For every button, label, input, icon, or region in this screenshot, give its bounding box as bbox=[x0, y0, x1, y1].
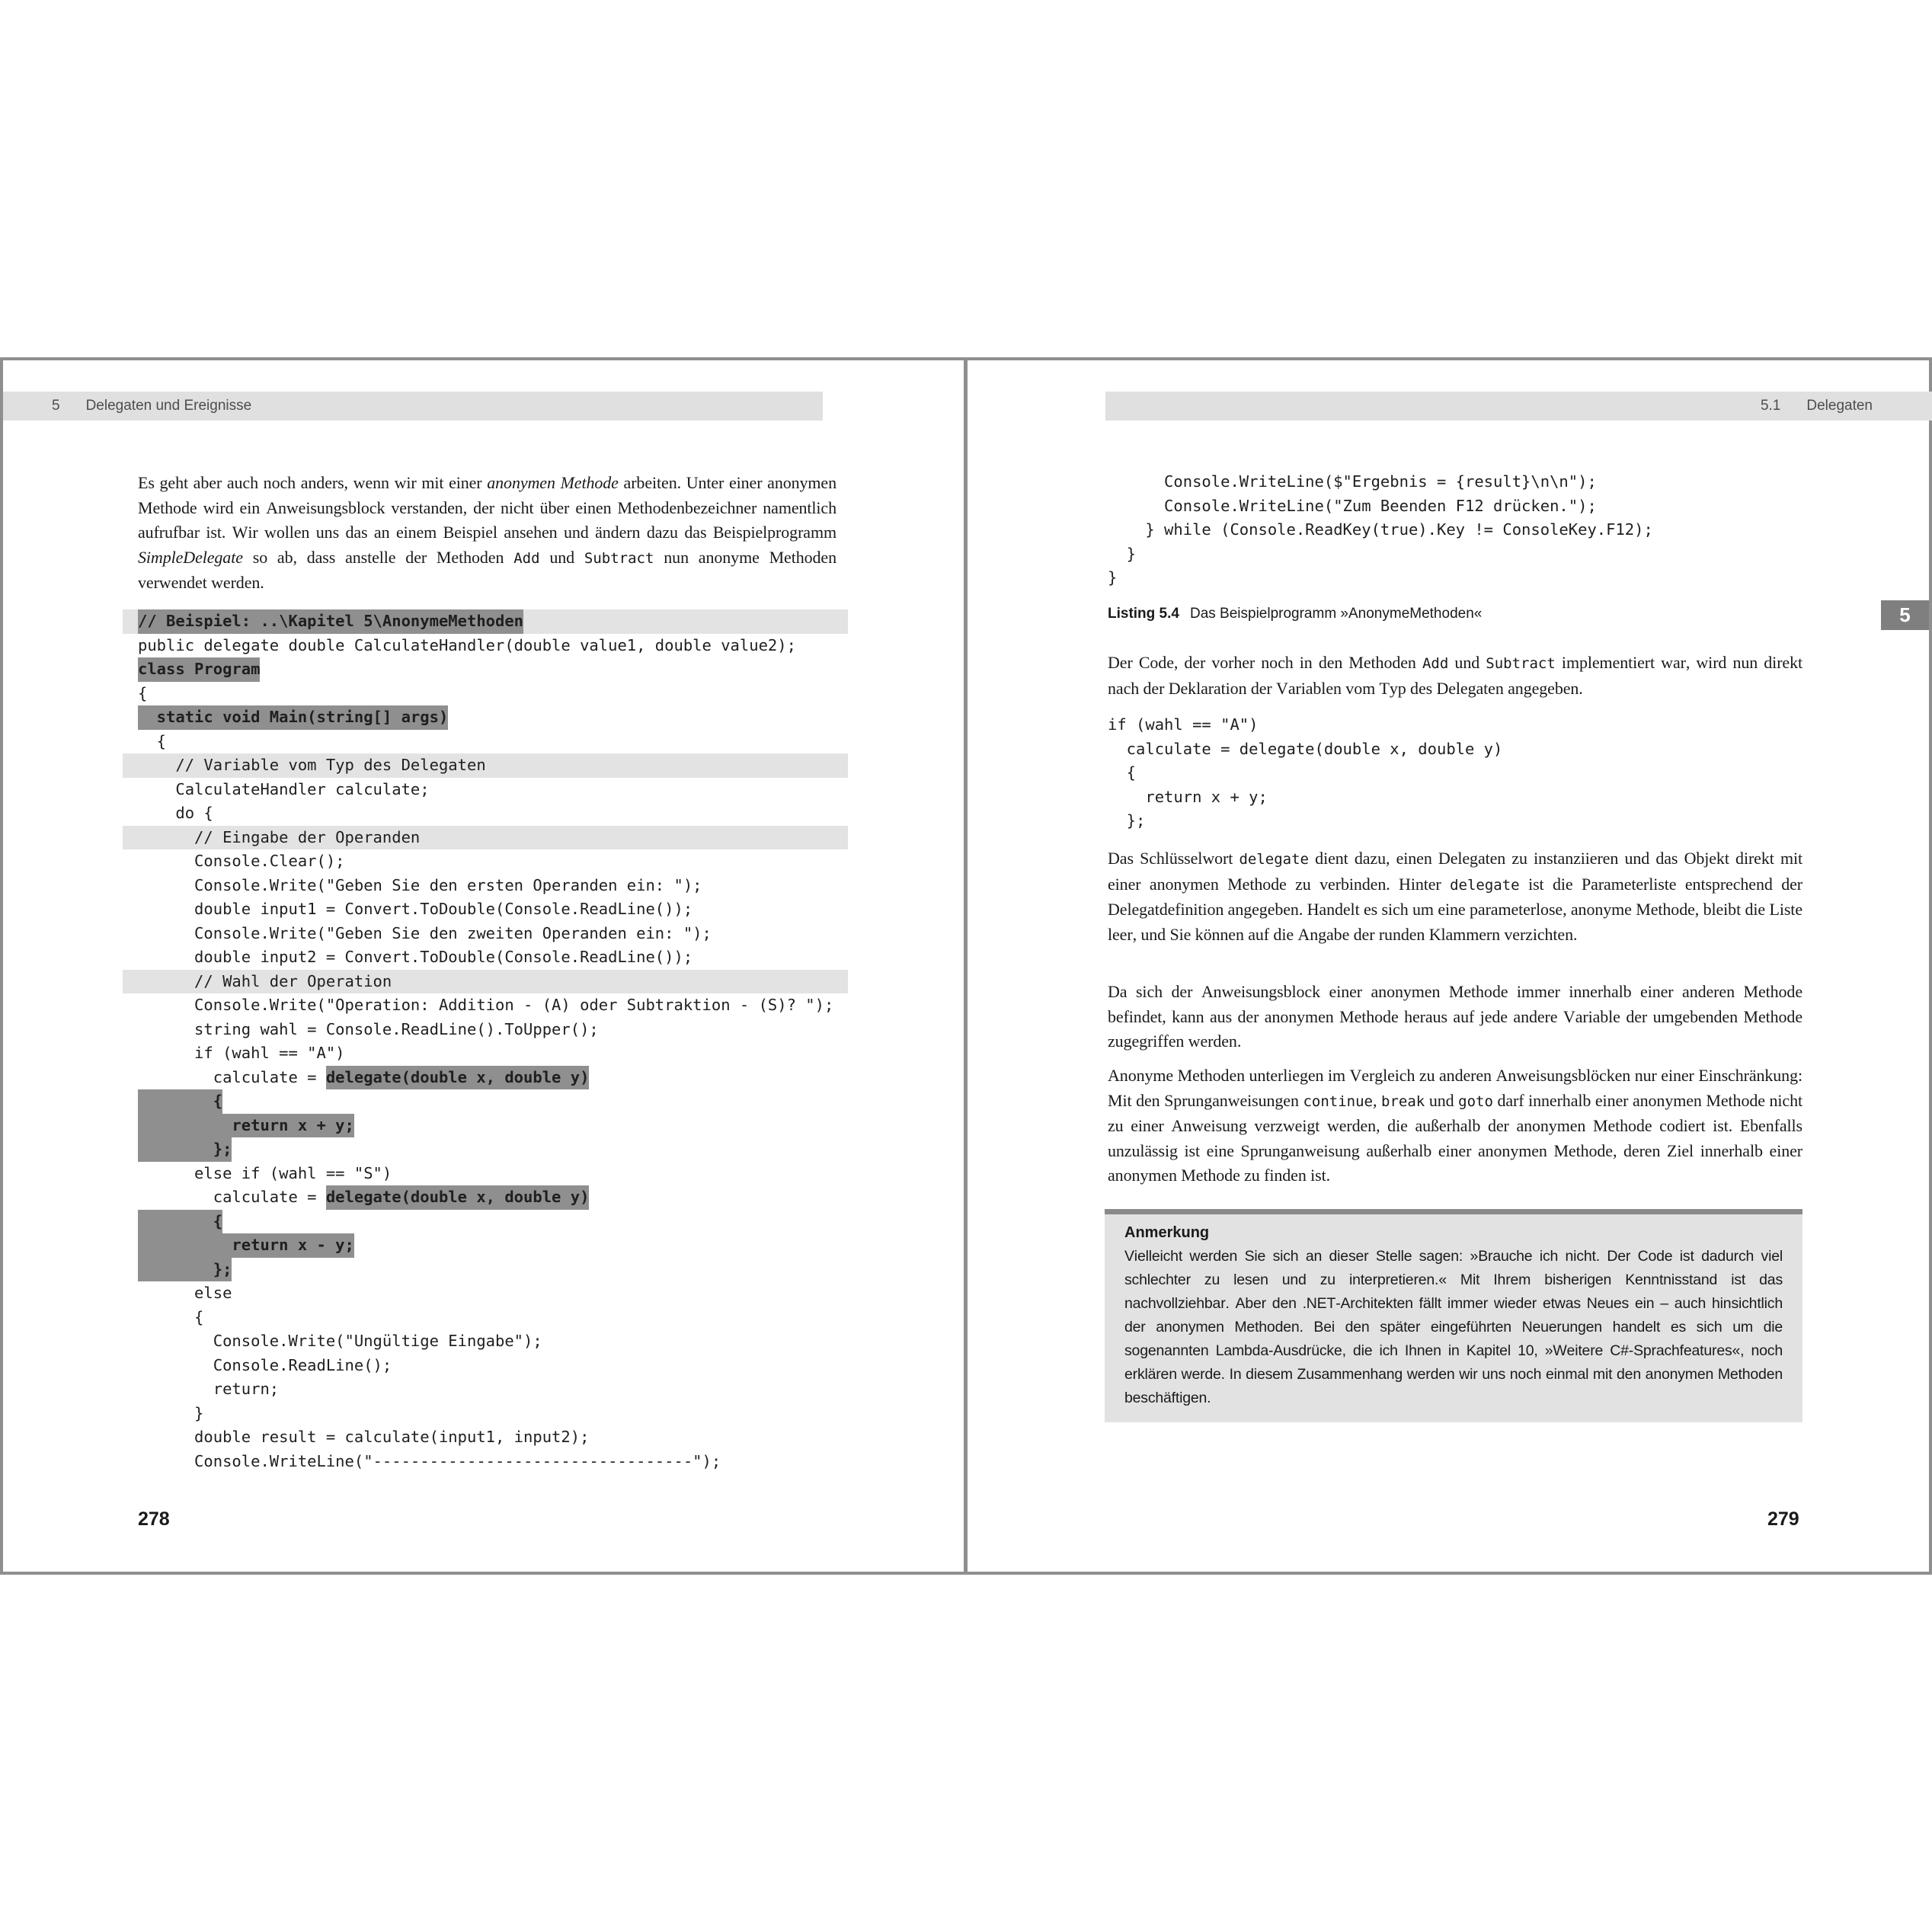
emphasis-text: anonymen Methode bbox=[487, 473, 619, 492]
code-line: else bbox=[138, 1284, 232, 1302]
code-line: { bbox=[138, 1307, 204, 1326]
paragraph-delegate-keyword bbox=[1108, 846, 1802, 947]
spread-right-border bbox=[1929, 357, 1932, 1575]
code-line: } bbox=[138, 1403, 204, 1422]
code-line: string wahl = Console.ReadLine().ToUpper(); bbox=[138, 1019, 599, 1038]
code-line: double input1 = Convert.ToDouble(Console.ReadLine()); bbox=[138, 900, 693, 918]
code-listing-anonyme-methoden bbox=[123, 609, 848, 1473]
code-line: Console.WriteLine($"Ergebnis = {result}\n\n"); bbox=[1108, 472, 1597, 491]
code-line: } bbox=[1108, 568, 1118, 587]
code-line: do { bbox=[138, 804, 213, 822]
chapter-title: Delegaten und Ereignisse bbox=[85, 398, 252, 414]
code-line: }; bbox=[1108, 811, 1146, 830]
listing-label: Listing 5.4 bbox=[1108, 606, 1179, 622]
body-text: Der Code, der vorher noch in den Methoden bbox=[1108, 653, 1422, 672]
inline-code: Add bbox=[1422, 655, 1449, 672]
body-text: Anonyme Methoden unterliegen im Vergleich zu anderen Anweisungsblöcken nur einer Einschränkung: Mit den Sprunganweisungen bbox=[1108, 1066, 1802, 1110]
code-comment-highlight-line: // Beispiel: ..\Kapitel 5\AnonymeMethoden bbox=[123, 609, 848, 634]
body-text: implementiert war, wird nun direkt nach der Deklaration der Variablen vom Typ des Delegaten angegeben. bbox=[1108, 653, 1803, 698]
paragraph-restrictions bbox=[1108, 1064, 1802, 1188]
code-line: Console.Clear(); bbox=[138, 852, 345, 870]
code-line: Console.WriteLine("----------------------------------"); bbox=[138, 1451, 721, 1470]
code-listing-continuation bbox=[1092, 470, 1818, 590]
note-box bbox=[1105, 1209, 1802, 1422]
body-text: und bbox=[1425, 1090, 1459, 1110]
code-line: static void Main(string[] args) bbox=[123, 705, 848, 730]
inline-code: goto bbox=[1458, 1092, 1493, 1110]
code-line: Console.WriteLine("Zum Beenden F12 drücken."); bbox=[1108, 496, 1597, 515]
code-comment-highlight-line: // Wahl der Operation bbox=[123, 970, 848, 994]
code-line: return x + y; bbox=[1108, 787, 1268, 806]
code-line: { bbox=[138, 683, 148, 702]
code-line: Console.ReadLine(); bbox=[138, 1355, 392, 1374]
right-page-number: 279 bbox=[1767, 1508, 1799, 1530]
inline-code: delegate bbox=[1450, 876, 1520, 894]
body-text: , bbox=[1373, 1090, 1382, 1110]
paragraph-scope bbox=[1108, 980, 1802, 1054]
code-line: }; bbox=[123, 1137, 848, 1162]
code-line: CalculateHandler calculate; bbox=[138, 779, 430, 798]
body-text: Es geht aber auch noch anders, wenn wir mit einer bbox=[138, 473, 488, 492]
code-line: Console.Write("Operation: Addition - (A) oder Subtraktion - (S)? "); bbox=[138, 996, 834, 1014]
code-line: if (wahl == "A") bbox=[1108, 715, 1259, 734]
code-comment-highlight-line: // Eingabe der Operanden bbox=[123, 826, 848, 850]
body-text: und bbox=[539, 547, 584, 567]
section-title: Delegaten bbox=[1806, 398, 1873, 414]
code-line: class Program bbox=[123, 657, 848, 682]
code-line: return x - y; bbox=[123, 1233, 848, 1258]
code-line: Console.Write("Geben Sie den ersten Operanden ein: "); bbox=[138, 875, 702, 894]
code-line: }; bbox=[123, 1258, 848, 1282]
note-title: Anmerkung bbox=[1124, 1224, 1210, 1241]
body-text: ist die Parameterliste entsprechend der Delegatdefinition angegeben. Handelt es sich um eine parameterlose, anonyme Methode, bleibt die Liste leer, und Sie können auf die Angabe der runden Klammern verzichten. bbox=[1108, 874, 1802, 944]
chapter-thumb-tab: 5 bbox=[1881, 600, 1929, 630]
body-text: Das Schlüsselwort bbox=[1108, 849, 1239, 868]
code-line: { bbox=[1108, 763, 1137, 782]
code-line: return; bbox=[138, 1380, 280, 1398]
paragraph-code-explanation bbox=[1108, 651, 1802, 701]
code-line: { bbox=[138, 731, 167, 750]
code-line: if (wahl == "A") bbox=[138, 1044, 345, 1062]
code-line: } while (Console.ReadKey(true).Key != ConsoleKey.F12); bbox=[1108, 520, 1653, 539]
left-page-number: 278 bbox=[138, 1508, 170, 1530]
intro-paragraph bbox=[138, 471, 836, 596]
code-line: Console.Write("Ungültige Eingabe"); bbox=[138, 1332, 542, 1350]
code-line: } bbox=[1108, 544, 1137, 563]
code-line: public delegate double CalculateHandler(double value1, double value2); bbox=[138, 635, 796, 654]
code-line: else if (wahl == "S") bbox=[138, 1163, 392, 1182]
code-line: calculate = delegate(double x, double y) bbox=[123, 1185, 848, 1210]
body-text: darf innerhalb einer anonymen Methode nicht zu einer Anweisung verzweigt werden, die außerhalb der anonymen Methode codiert ist. Ebenfalls unzulässig ist eine Sprunganweisung außerhalb einer anonymen Methode, deren Ziel innerhalb einer anonymen Methode zu finden ist. bbox=[1108, 1090, 1802, 1185]
code-line: Console.Write("Geben Sie den zweiten Operanden ein: "); bbox=[138, 923, 712, 942]
right-running-head bbox=[1105, 392, 1932, 421]
code-line: return x + y; bbox=[123, 1114, 848, 1138]
inline-code: delegate bbox=[1239, 851, 1309, 868]
inline-code: break bbox=[1381, 1092, 1425, 1110]
emphasis-text: SimpleDelegate bbox=[138, 547, 243, 567]
inline-code: Subtract bbox=[584, 549, 654, 567]
inline-code: Subtract bbox=[1486, 655, 1556, 672]
code-line: { bbox=[123, 1089, 848, 1114]
chapter-number: 5 bbox=[52, 398, 60, 414]
listing-title: Das Beispielprogramm »AnonymeMethoden« bbox=[1189, 606, 1483, 622]
body-text: Da sich der Anweisungsblock einer anonymen Methode immer innerhalb einer anderen Methode befindet, kann aus der anonymen Methode heraus auf jede andere Variable der umgebenden Methode zugegriffen werden. bbox=[1108, 982, 1802, 1051]
body-text: nun anonyme Methoden verwendet werden. bbox=[138, 547, 836, 592]
code-line: double result = calculate(input1, input2); bbox=[138, 1428, 590, 1446]
body-text: dient dazu, einen Delegaten zu instanziieren und das Objekt direkt mit einer anonymen Methode zu verbinden. Hinter bbox=[1108, 849, 1802, 894]
note-body: Vielleicht werden Sie sich an dieser Stelle sagen: »Brauche ich nicht. Der Code ist dadurch viel schlechter zu lesen und zu interpretieren.« Mit Ihrem bisherigen Kenntnisstand ist das nachvollziehbar. Aber den .NET-Architekten fällt immer wieder etwas Neues ein – auch hinsichtlich der anonymen Methoden. Bei den später eingeführten Neuerungen handelt es sich um die sogenannten Lambda-Ausdrücke, die ich Ihnen in Kapitel 10, »Weitere C#-Sprachfeatures«, noch erklären werde. In diesem Zusammenhang werden wir uns noch einmal mit den anonymen Methoden beschäftigen. bbox=[1124, 1248, 1783, 1406]
left-running-head bbox=[3, 392, 823, 421]
spread-left-border bbox=[0, 357, 3, 1575]
body-text: so ab, dass anstelle der Methoden bbox=[242, 547, 514, 567]
body-text: und bbox=[1448, 653, 1486, 672]
code-comment-highlight-line: // Variable vom Typ des Delegaten bbox=[123, 753, 848, 778]
code-line: calculate = delegate(double x, double y) bbox=[123, 1066, 848, 1090]
page-divider bbox=[964, 357, 968, 1575]
listing-caption bbox=[1108, 603, 1482, 625]
body-text: arbeiten. Unter einer anonymen Methode wird ein Anweisungsblock verstanden, der nicht über einen Methodenbezeichner namentlich aufrufbar ist. Wir wollen uns das an einem Beispiel ansehen und ändern dazu das Beispielprogramm bbox=[138, 473, 836, 542]
code-snippet-delegate bbox=[1092, 713, 1818, 833]
code-line: calculate = delegate(double x, double y) bbox=[1108, 739, 1503, 758]
inline-code: continue bbox=[1303, 1092, 1373, 1110]
code-line: { bbox=[123, 1210, 848, 1234]
section-number: 5.1 bbox=[1760, 398, 1781, 414]
inline-code: Add bbox=[513, 549, 540, 567]
code-line: double input2 = Convert.ToDouble(Console.ReadLine()); bbox=[138, 948, 693, 966]
